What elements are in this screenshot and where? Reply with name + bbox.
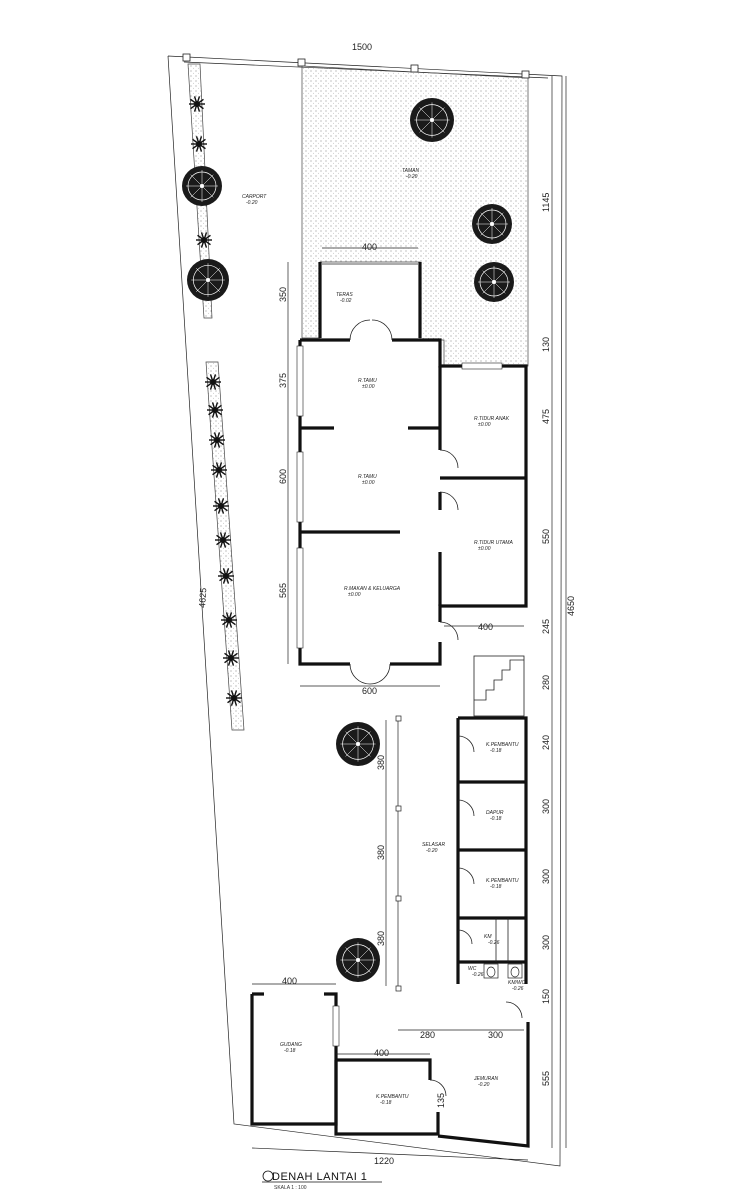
right-dimension-labels <box>541 193 551 1086</box>
room-level-ruang-tamu: ±0.00 <box>362 384 375 390</box>
dim-bottom-seg-1: 280 <box>420 1030 436 1040</box>
planter-strips <box>188 64 244 730</box>
dim-right-segment: 475 <box>541 408 551 424</box>
tree-symbol <box>336 938 380 982</box>
dim-right-segment: 550 <box>541 528 551 544</box>
room-name-gudang: GUDANG <box>280 1042 302 1048</box>
dim-right-segment: 300 <box>541 798 551 814</box>
dim-right-segment: 1145 <box>541 192 551 212</box>
dim-pembantu: 400 <box>374 1048 390 1058</box>
dim-right-segment: 300 <box>541 934 551 950</box>
room-level-taman: -0.20 <box>406 174 418 180</box>
room-level-r-tidur-anak: ±0.00 <box>478 422 491 428</box>
room-level-selasar: -0.20 <box>426 848 438 854</box>
room-name-dapur: DAPUR <box>486 810 504 816</box>
room-level-ruang-keluarga: ±0.00 <box>348 592 361 598</box>
tree-symbol <box>187 259 229 301</box>
room-name-wc: WC <box>468 966 477 972</box>
room-level-dapur: -0.18 <box>490 816 502 822</box>
dim-bottom: 1220 <box>374 1156 395 1166</box>
room-name-ruang-keluarga: R.MAKAN & KELUARGA <box>344 586 401 592</box>
room-name-jemuran: JEMURAN <box>474 1076 499 1082</box>
room-level-wc: -0.26 <box>472 972 484 978</box>
room-level-teras: -0.02 <box>340 298 352 304</box>
room-name-carport: CARPORT <box>242 194 267 200</box>
dim-teras: 400 <box>362 242 378 252</box>
dim-house-left: 350 <box>278 286 288 302</box>
room-level-pembantu-3: -0.18 <box>380 1100 392 1106</box>
bottom-rooms <box>252 994 528 1146</box>
room-level-km-wc: -0.26 <box>512 986 524 992</box>
dim-left-diagonal: 4625 <box>197 587 209 609</box>
tree-symbol <box>182 166 222 206</box>
room-level-carport: -0.20 <box>246 200 258 206</box>
dim-right-total: 4650 <box>566 595 576 616</box>
room-level-pembantu-1: -0.18 <box>490 748 502 754</box>
tree-symbol <box>336 722 380 766</box>
room-name-selasar: SELASAR <box>422 842 446 848</box>
dim-gudang: 400 <box>282 976 298 986</box>
selasar-line <box>396 716 401 991</box>
dim-right-segment: 240 <box>541 734 551 750</box>
dim-right-segment: 130 <box>541 336 551 352</box>
room-name-km: KM <box>484 934 492 940</box>
room-name-pembantu-1: K.PEMBANTU <box>486 742 519 748</box>
dim-top: 1500 <box>352 42 373 52</box>
room-level-pembantu-2: -0.18 <box>490 884 502 890</box>
dim-house-bottom: 600 <box>362 686 378 696</box>
room-level-km: -0.26 <box>488 940 500 946</box>
house-left-dimension-labels <box>278 287 288 598</box>
room-name-ruang-2: R.TAMU <box>358 474 377 480</box>
dim-selasar: 380 <box>376 754 386 770</box>
drawing-scale: SKALA 1 : 100 <box>274 1185 307 1191</box>
dim-right-segment: 150 <box>541 988 551 1004</box>
room-name-teras: TERAS <box>336 292 353 298</box>
dim-right-segment: 555 <box>541 1070 551 1086</box>
room-name-pembantu-2: K.PEMBANTU <box>486 878 519 884</box>
service-wing <box>458 656 526 1018</box>
tree-symbol <box>472 204 512 244</box>
room-name-r-tidur-utama: R.TIDUR UTAMA <box>474 540 513 546</box>
drawing-title: DENAH LANTAI 1 <box>272 1171 368 1183</box>
dim-house-left: 565 <box>278 582 288 598</box>
room-name-pembantu-3: K.PEMBANTU <box>376 1094 409 1100</box>
room-level-ruang-2: ±0.00 <box>362 480 375 486</box>
room-name-taman: TAMAN <box>402 168 420 174</box>
tree-symbol <box>410 98 454 142</box>
tree-symbol <box>474 262 514 302</box>
dim-house-left: 375 <box>278 372 288 388</box>
room-level-r-tidur-utama: ±0.00 <box>478 546 491 552</box>
room-level-gudang: -0.18 <box>284 1048 296 1054</box>
dim-bottom-seg-2: 300 <box>488 1030 504 1040</box>
room-name-r-tidur-anak: R.TIDUR ANAK <box>474 416 510 422</box>
dim-right-segment: 245 <box>541 618 551 634</box>
dim-selasar: 380 <box>376 930 386 946</box>
dim-right-segment: 300 <box>541 868 551 884</box>
dim-small: 135 <box>436 1092 446 1108</box>
dim-house-left: 600 <box>278 468 288 484</box>
title-block <box>262 1171 382 1191</box>
dim-selasar: 380 <box>376 844 386 860</box>
dim-right-segment: 280 <box>541 674 551 690</box>
room-name-km-wc: KM/WC <box>508 980 526 986</box>
room-name-ruang-tamu: R.TAMU <box>358 378 377 384</box>
dim-stair: 400 <box>478 622 494 632</box>
selasar-dimension-labels <box>376 755 386 946</box>
room-level-jemuran: -0.20 <box>478 1082 490 1088</box>
